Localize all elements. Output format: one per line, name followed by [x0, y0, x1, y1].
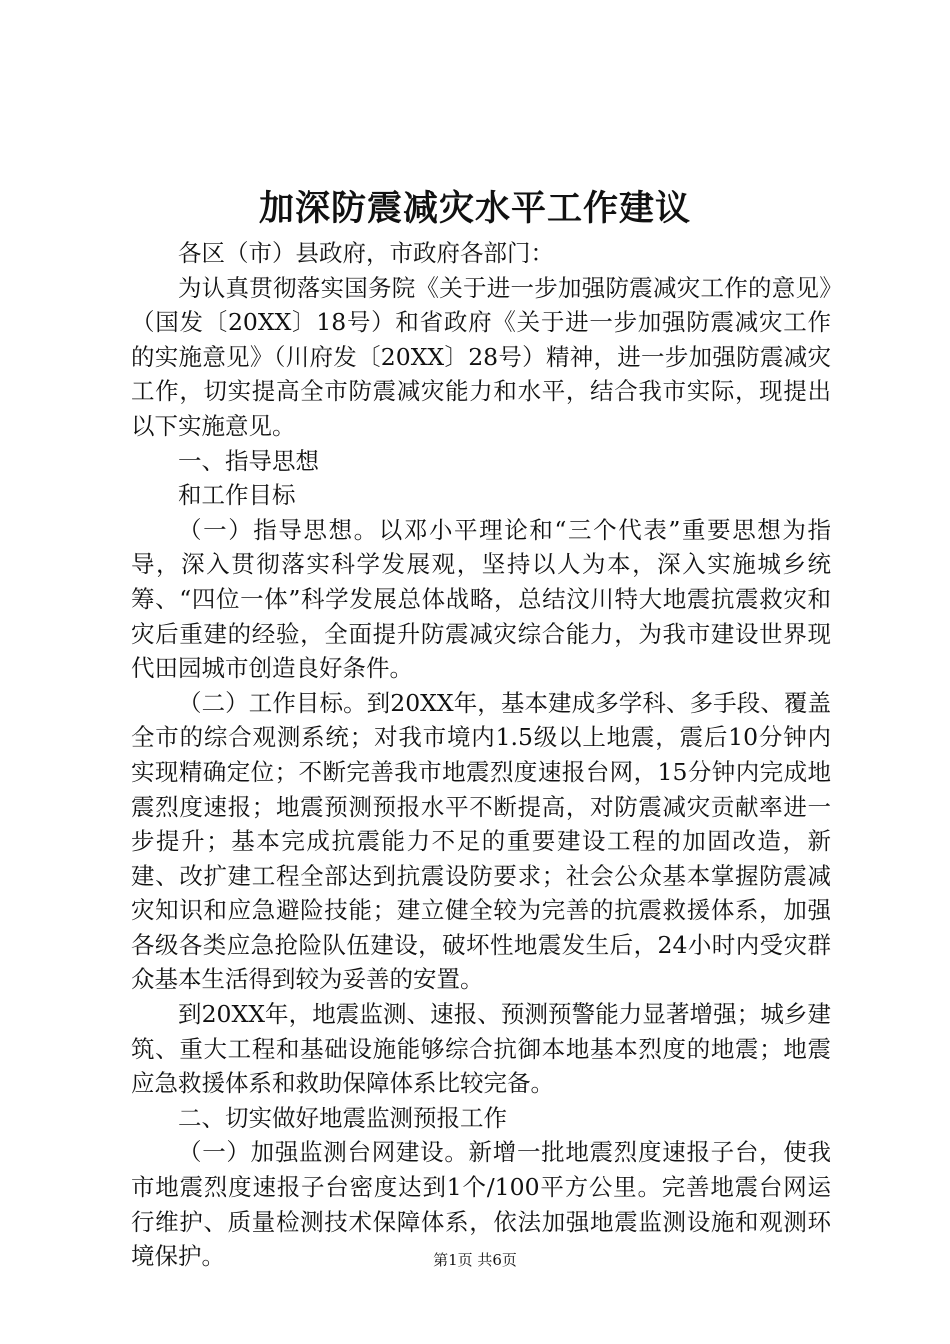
- monitoring-network-paragraph: （一）加强监测台网建设。新增一批地震烈度速报子台，使我市地震烈度速报子台密度达到1个/100平方公里。完善地震台网运行维护、质量检测技术保障体系，依法加强地震监测设施和观测环境保护。: [131, 1138, 831, 1271]
- intro-paragraph: 为认真贯彻落实国务院《关于进一步加强防震减灾工作的意见》（国发〔20XX〕18号）和省政府《关于进一步加强防震减灾工作的实施意见》（川府发〔20XX〕28号）精神，进一步加强防震减灾工作，切实提高全市防震减灾能力和水平，结合我市实际，现提出以下实施意见。: [131, 273, 831, 440]
- section-heading-1-continued: 和工作目标: [178, 481, 296, 510]
- long-term-goals-paragraph: 到20XX年，地震监测、速报、预测预警能力显著增强；城乡建筑、重大工程和基础设施能够综合抗御本地基本烈度的地震；地震应急救援体系和救助保障体系比较完备。: [131, 1000, 831, 1098]
- page-footer: 第1页 共6页: [433, 1251, 517, 1269]
- guiding-thought-paragraph: （一）指导思想。以邓小平理论和“三个代表”重要思想为指导，深入贯彻落实科学发展观，坚持以人为本，深入实施城乡统筹、“四位一体”科学发展总体战略，总结汶川特大地震抗震救灾和灾后重建的经验，全面提升防震减灾综合能力，为我市建设世界现代田园城市创造良好条件。: [131, 515, 831, 683]
- work-goals-paragraph: （二）工作目标。到20XX年，基本建成多学科、多手段、覆盖全市的综合观测系统；对我市境内1.5级以上地震，震后10分钟内实现精确定位；不断完善我市地震烈度速报台网，15分钟内完成地震烈度速报；地震预测预报水平不断提高，对防震减灾贡献率进一步提升；基本完成抗震能力不足的重要建设工程的加固改造，新建、改扩建工程全部达到抗震设防要求；社会公众基本掌握防震减灾知识和应急避险技能；建立健全较为完善的抗震救援体系，加强各级各类应急抢险队伍建设，破坏性地震发生后，24小时内受灾群众基本生活得到较为妥善的安置。: [131, 688, 831, 994]
- document-body: [131, 236, 831, 1274]
- document-title: 加深防震减灾水平工作建议: [258, 188, 691, 229]
- section-heading-2: 二、切实做好地震监测预报工作: [178, 1103, 507, 1132]
- salutation-paragraph: 各区（市）县政府，市政府各部门：: [178, 239, 554, 267]
- section-heading-1: 一、指导思想: [178, 446, 319, 475]
